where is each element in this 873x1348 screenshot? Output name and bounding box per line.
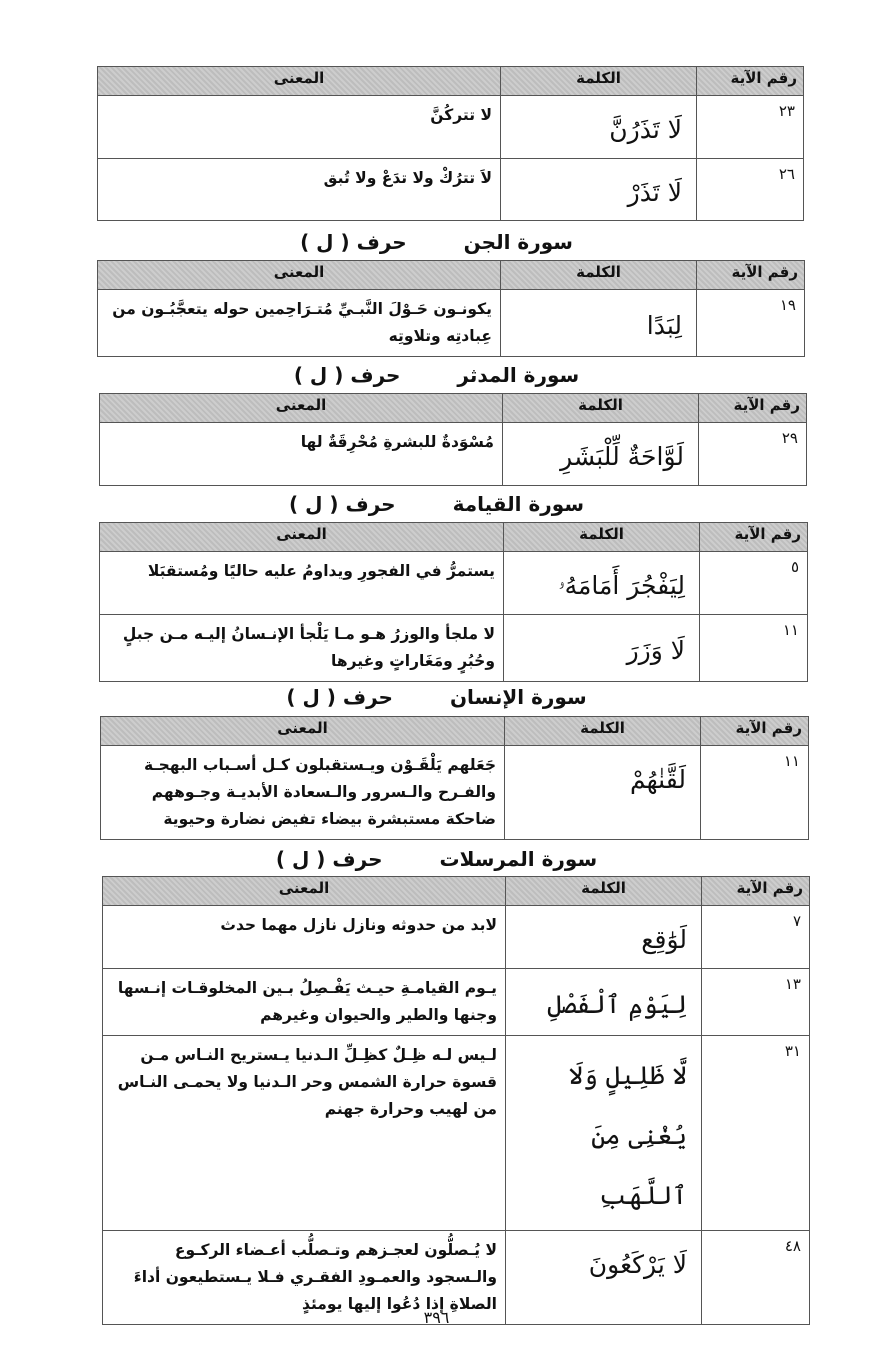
table-header [98,261,805,290]
word-cell: لِيَوْمِ ٱلْفَصْلِ [506,968,702,1035]
table-row [103,968,810,1035]
letter-label: حرف ( ل ) [288,492,396,516]
word-cell: لِيَفْجُرَ أَمَامَهُۥ [504,552,700,615]
section-heading [0,361,873,389]
table-header [103,877,810,906]
column-header-meaning: المعنى [98,67,501,96]
meaning-cell: لاَ تترُكْ ولا تدَعْ ولا تُبق [98,158,501,221]
letter-label: حرف ( ل ) [275,847,383,871]
column-header-meaning: المعنى [103,877,506,906]
verse-number: ١٣ [702,968,810,1035]
word-cell: لَوَّاحَةٌ لِّلْبَشَرِ [503,423,699,486]
word-cell: لَا وَزَرَ [504,614,700,681]
meaning-cell: لـيس لـه ظِـلٌ كظِـلِّ الـدنيا يـستريح النـاس مـن قسوة حرارة الشمس وحر الـدنيا ولا يحمـى النـاس من لهيب وحرارة جهنم [103,1035,506,1230]
word-cell: لَقَّنٰهُمْ [505,746,701,840]
table-row [100,552,808,615]
column-header-verse: رقم الآية [700,523,808,552]
table-header [100,523,808,552]
section-heading [0,845,873,873]
meaning-cell: لا يُـصلُّون لعجـزهم وتـصلُّب أعـضاء الركـوع والـسجود والعمـودِ الفقـري فـلا يـستطيعون أداءَ الصلاةِ إذا دُعُوا إليها يومئذٍ [103,1230,506,1324]
table-row [98,290,805,357]
verse-number: ٢٦ [697,158,804,221]
word-cell: لَا تَذَرْ [501,158,697,221]
table-row [98,158,804,221]
glossary-table [99,393,807,486]
column-header-verse: رقم الآية [701,717,809,746]
table-header [101,717,809,746]
verse-number: ٧ [702,906,810,969]
verse-number: ٢٩ [699,423,807,486]
verse-number: ٣١ [702,1035,810,1230]
column-header-verse: رقم الآية [697,67,804,96]
letter-label: حرف ( ل ) [293,363,401,387]
surah-title: سورة الإنسان [449,685,587,709]
table-row [98,96,804,159]
verse-number: ١١ [701,746,809,840]
table-row [101,746,809,840]
table-row [100,423,807,486]
verse-number: ٤٨ [702,1230,810,1324]
glossary-table [97,260,805,357]
page-number: ٣٩٦ [423,1308,450,1327]
word-cell: لَوَٰقِع [506,906,702,969]
column-header-verse: رقم الآية [702,877,810,906]
glossary-table [102,876,810,1325]
column-header-verse: رقم الآية [697,261,805,290]
meaning-cell: يـوم القيامـةِ حيـث يَفْـصِلُ بـين المخلوقـات إنـسها وجنها والطير والحيوان وغيرهم [103,968,506,1035]
column-header-meaning: المعنى [101,717,505,746]
column-header-verse: رقم الآية [699,394,807,423]
surah-title: سورة المرسلات [439,847,598,871]
word-cell: لَا تَذَرُنَّ [501,96,697,159]
meaning-cell: يكونـون حَـوْلَ النَّبـيِّ مُتـرَاحِمين حوله يتعجَّبُـون من عِبادتِه وتلاوتِه [98,290,501,357]
column-header-word: الكلمة [501,67,697,96]
verse-number: ٥ [700,552,808,615]
table-row [103,1035,810,1230]
meaning-cell: لابد من حدوثه ونازل نازل مهما حدث [103,906,506,969]
table-row [100,614,808,681]
meaning-cell: لا تتركُنَّ [98,96,501,159]
section-heading [0,228,873,256]
glossary-table [100,716,809,840]
column-header-meaning: المعنى [100,394,503,423]
column-header-meaning: المعنى [100,523,504,552]
meaning-cell: جَعَلهم يَلْقَـوْن ويـستقبلون كـل أسـباب البهجـة والفـرح والـسرور والـسعادة الأبديـة وجـوههم ضاحكة مستبشرة بيضاء تفيض نضارة وحيوية [101,746,505,840]
column-header-word: الكلمة [506,877,702,906]
verse-number: ٢٣ [697,96,804,159]
table-header [100,394,807,423]
section-heading [0,490,873,518]
table-header [98,67,804,96]
surah-title: سورة المدثر [457,363,580,387]
meaning-cell: لا ملجأ والوزرُ هـو مـا يَلْجأ الإنـسانُ إليـه مـن جبلٍ وحُبُرٍ ومَغَاراتٍ وغيرها [100,614,504,681]
surah-title: سورة القيامة [452,492,585,516]
meaning-cell: يستمرُّ في الفجورِ ويداومُ عليه حاليًا ومُستقبَلا [100,552,504,615]
surah-title: سورة الجن [463,230,573,254]
glossary-table [99,522,808,682]
word-cell: لِبَدًا [501,290,697,357]
column-header-word: الكلمة [503,394,699,423]
column-header-word: الكلمة [504,523,700,552]
word-cell: لَّا ظَلِيلٍ وَلَا يُغْنِى مِنَ ٱللَّهَبِ [506,1035,702,1230]
table-row [103,906,810,969]
verse-number: ١١ [700,614,808,681]
column-header-word: الكلمة [501,261,697,290]
meaning-cell: مُسْوَدةٌ للبشرةِ مُحْرِقَةٌ لها [100,423,503,486]
column-header-word: الكلمة [505,717,701,746]
verse-number: ١٩ [697,290,805,357]
glossary-table [97,66,804,221]
section-heading [0,683,873,711]
word-cell: لَا يَرْكَعُونَ [506,1230,702,1324]
column-header-meaning: المعنى [98,261,501,290]
letter-label: حرف ( ل ) [286,685,393,709]
letter-label: حرف ( ل ) [300,230,407,254]
